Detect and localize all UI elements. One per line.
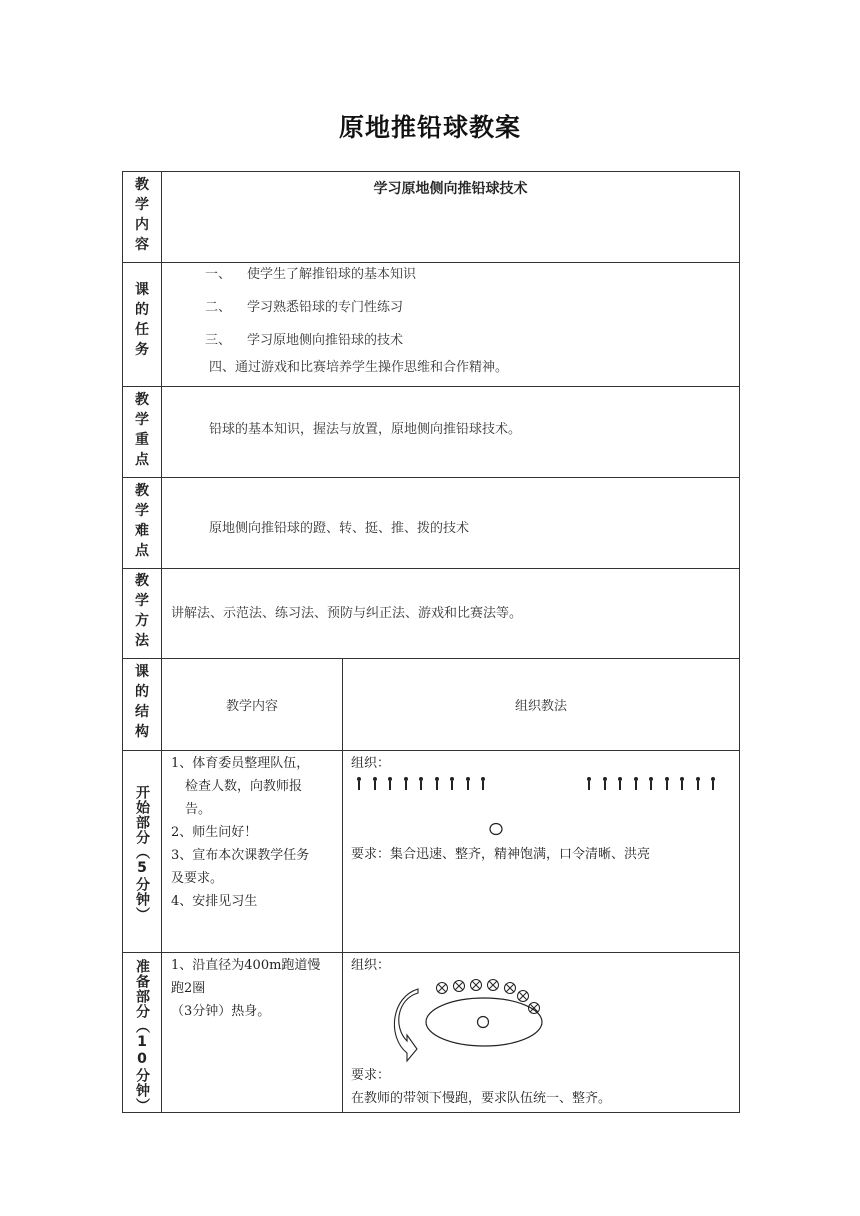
row-structure	[123, 659, 740, 751]
student-figure-icon	[676, 777, 692, 791]
label-prep-section: 准备部分（10分钟）	[123, 953, 162, 1113]
row-prep-section	[123, 953, 740, 1113]
prep-requirement-label: 要求：	[351, 1068, 391, 1083]
row-teaching-content	[123, 172, 740, 263]
student-line-left	[353, 777, 493, 791]
start-item: 2、师生问好！	[171, 825, 258, 840]
track-diagram	[393, 977, 603, 1067]
start-item: 告。	[185, 802, 212, 817]
label-key-points: 教 学 重 点	[123, 387, 162, 478]
task-item: 三、 学习原地侧向推铅球的技术	[205, 333, 404, 348]
student-figure-icon	[415, 777, 431, 791]
start-item: 检查人数，向教师报	[185, 779, 303, 794]
structure-col-organization: 组织教法	[514, 699, 567, 714]
task-item: 一、 使学生了解推铅球的基本知识	[205, 267, 417, 282]
student-figure-icon	[369, 777, 385, 791]
label-lesson-tasks: 课 的 任 务	[123, 263, 162, 387]
structure-col-content: 教学内容	[225, 699, 278, 714]
start-org-label: 组织：	[351, 756, 391, 771]
track-oval	[426, 998, 542, 1046]
row-key-points	[123, 387, 740, 478]
row-difficulties	[123, 478, 740, 569]
student-figure-icon	[661, 777, 677, 791]
page-title: 原地推铅球教案	[338, 113, 521, 142]
student-figure-icon	[431, 777, 447, 791]
student-figure-icon	[462, 777, 478, 791]
student-figure-icon	[707, 777, 723, 791]
start-item: 3、宣布本次课教学任务	[171, 848, 310, 863]
student-figure-icon	[353, 777, 369, 791]
prep-item: 跑2圈	[171, 981, 206, 996]
key-points-value: 铅球的基本知识，握法与放置，原地侧向推铅球技术。	[209, 422, 522, 437]
student-figure-icon	[400, 777, 416, 791]
teacher-circle-icon	[478, 1017, 489, 1028]
start-item: 1、体育委员整理队伍，	[171, 756, 310, 771]
student-line-right	[583, 777, 723, 791]
start-item: 及要求。	[171, 871, 224, 886]
student-figure-icon	[446, 777, 462, 791]
start-requirement: 要求：集合迅速、整齐，精神饱满，口令清晰、洪亮	[351, 847, 651, 862]
label-teaching-content: 教 学 内 容	[123, 172, 162, 263]
prep-item: （3分钟）热身。	[171, 1004, 271, 1019]
methods-value: 讲解法、示范法、练习法、预防与纠正法、游戏和比赛法等。	[171, 606, 523, 621]
label-methods: 教 学 方 法	[123, 569, 162, 659]
curved-arrow-icon	[394, 989, 418, 1061]
student-figure-icon	[384, 777, 400, 791]
lesson-plan-table	[122, 171, 740, 1113]
label-structure: 课 的 结 构	[123, 659, 162, 751]
difficulties-value: 原地侧向推铅球的蹬、转、挺、推、拨的技术	[209, 521, 470, 536]
runner-marks	[437, 980, 540, 1014]
row-methods	[123, 569, 740, 659]
start-item: 4、安排见习生	[171, 894, 258, 909]
prep-org-label: 组织：	[351, 958, 391, 973]
student-figure-icon	[630, 777, 646, 791]
teaching-content-value: 学习原地侧向推铅球技术	[373, 181, 528, 197]
student-figure-icon	[645, 777, 661, 791]
label-difficulties: 教 学 难 点	[123, 478, 162, 569]
student-figure-icon	[583, 777, 599, 791]
teacher-circle-icon	[488, 822, 504, 836]
student-figure-icon	[614, 777, 630, 791]
student-figure-icon	[477, 777, 493, 791]
task-item: 二、 学习熟悉铅球的专门性练习	[205, 300, 404, 315]
student-figure-icon	[692, 777, 708, 791]
prep-item: 1、沿直径为400m跑道慢	[171, 958, 321, 973]
label-start-section: 开始部分（5分钟）	[123, 751, 162, 953]
row-start-section	[123, 751, 740, 953]
task-item-last: 四、通过游戏和比赛培养学生操作思维和合作精神。	[209, 360, 509, 375]
student-figure-icon	[599, 777, 615, 791]
prep-requirement: 在教师的带领下慢跑，要求队伍统一、整齐。	[351, 1091, 612, 1106]
row-lesson-tasks	[123, 263, 740, 387]
